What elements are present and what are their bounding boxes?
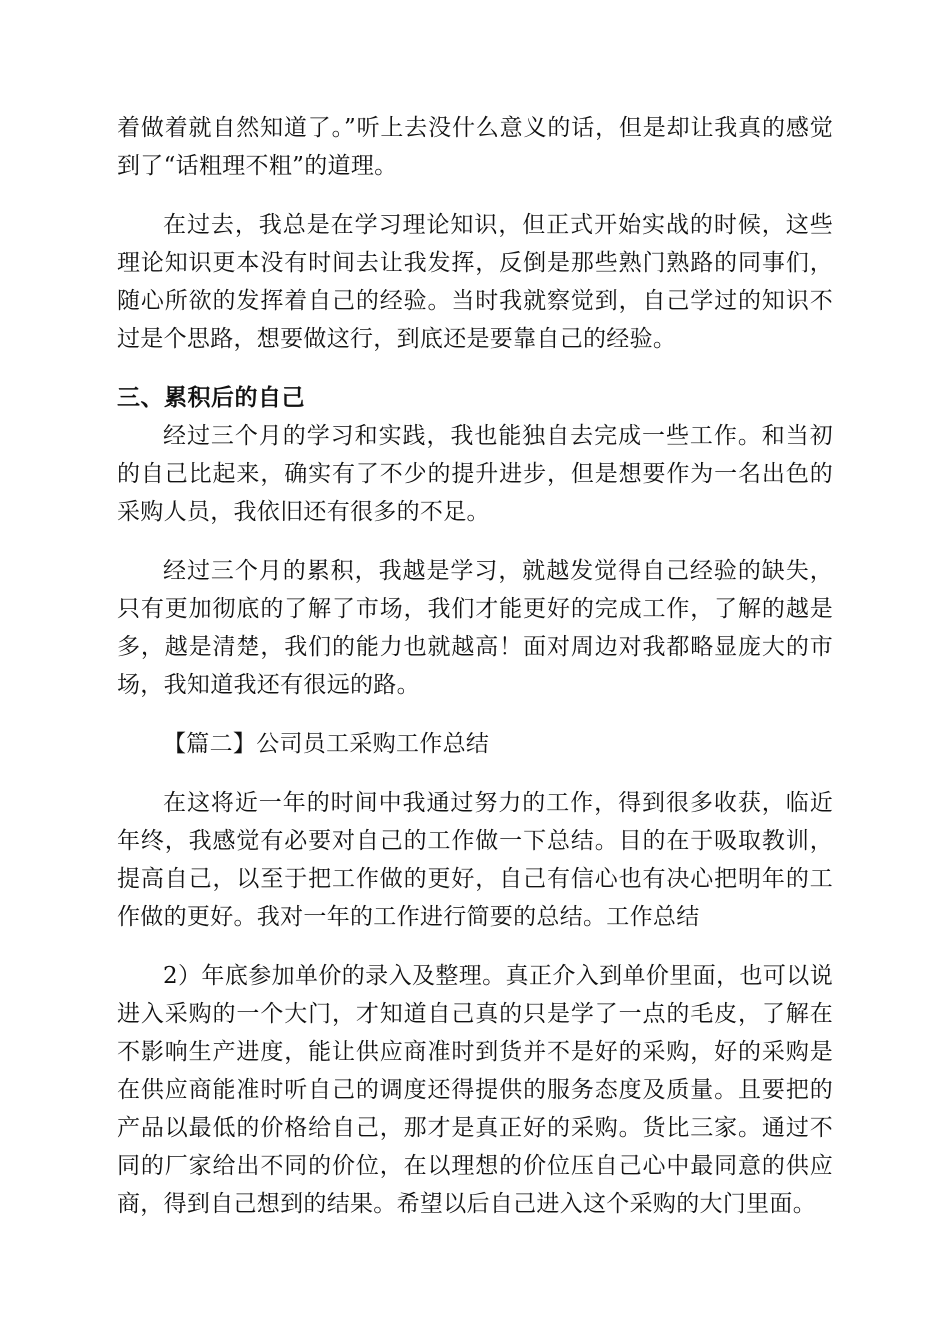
- section-title-part-two: 【篇二】公司员工采购工作总结: [163, 731, 490, 757]
- paragraph-unit-price: 2）年底参加单价的录入及整理。真正介入到单价里面，也可以说进入采购的一个大门，才知道自己真的只是学了一点的毛皮，了解在不影响生产进度，能让供应商准时到货并不是好的采购，好的采购是在供应商能准时听自己的调度还得提供的服务态度及质量。且要把的产品以最低的价格给自己，那才是真正好的采购。货比三家。通过不同的厂家给出不同的价位，在以理想的价位压自己心中最同意的供应商，得到自己想到的结果。希望以后自己进入这个采购的大门里面。: [117, 963, 833, 1217]
- paragraph-accumulation: 经过三个月的累积，我越是学习，就越发觉得自己经验的缺失，只有更加彻底的了解了市场，我们才能更好的完成工作，了解的越是多，越是清楚，我们的能力也就越高！面对周边对我都略显庞大的市场，我知道我还有很远的路。: [117, 558, 833, 698]
- paragraph-three-months-practice: 经过三个月的学习和实践，我也能独自去完成一些工作。和当初的自己比起来，确实有了不少的提升进步，但是想要作为一名出色的采购人员，我依旧还有很多的不足。: [117, 423, 833, 525]
- paragraph-year-summary: 在这将近一年的时间中我通过努力的工作，得到很多收获，临近年终，我感觉有必要对自己的工作做一下总结。目的在于吸取教训，提高自己，以至于把工作做的更好，自己有信心也有决心把明年的工作做的更好。我对一年的工作进行简要的总结。工作总结: [117, 790, 833, 930]
- paragraph-continuation: 着做着就自然知道了。”听上去没什么意义的话，但是却让我真的感觉到了“话粗理不粗”的道理。: [117, 115, 833, 179]
- paragraph-past-learning: 在过去，我总是在学习理论知识，但正式开始实战的时候，这些理论知识更本没有时间去让我发挥，反倒是那些熟门熟路的同事们，随心所欲的发挥着自己的经验。当时我就察觉到，自己学过的知识不过是个思路，想要做这行，到底还是要靠自己的经验。: [117, 212, 833, 352]
- section-heading-three: 三、累积后的自己: [117, 385, 305, 411]
- document-page: [117, 109, 833, 1223]
